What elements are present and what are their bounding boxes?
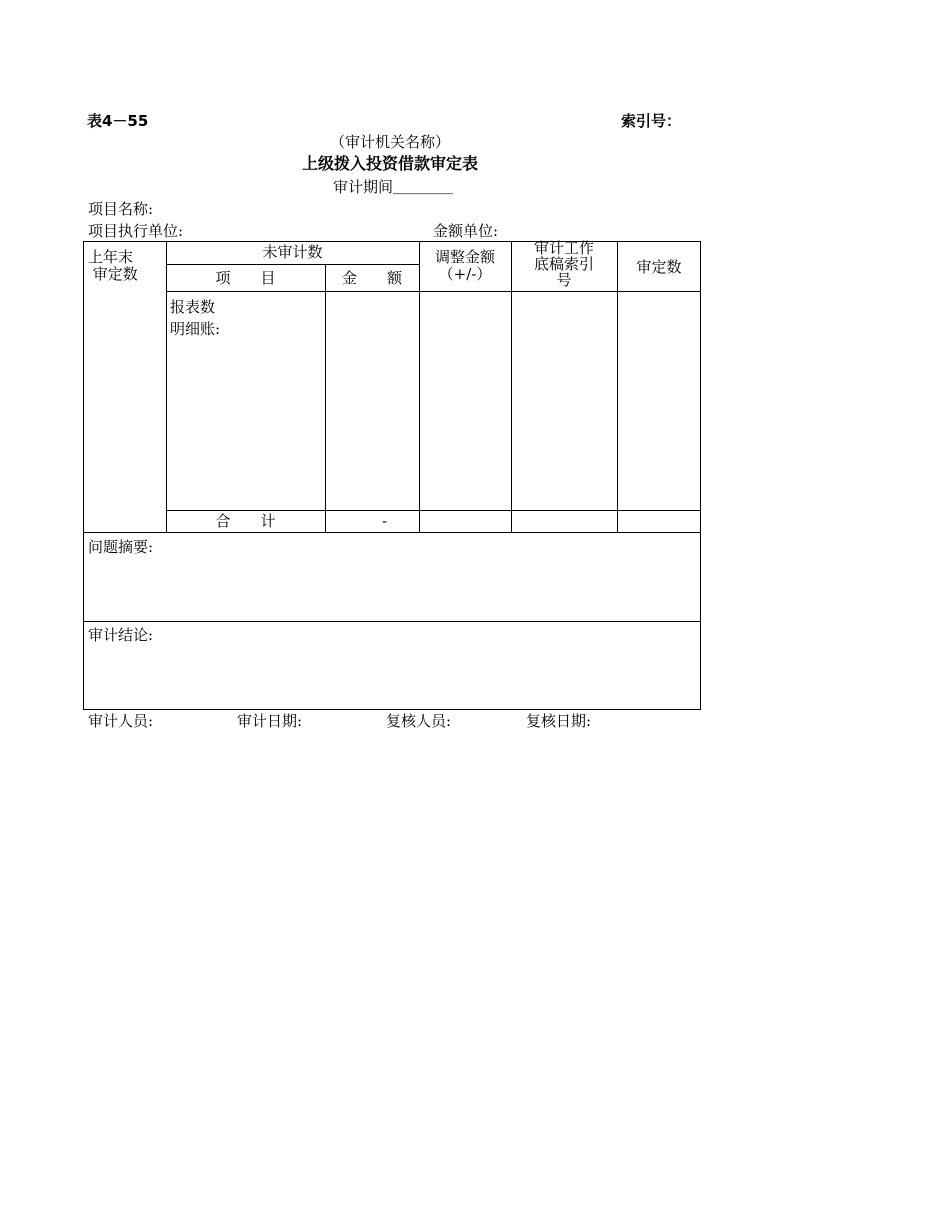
item-body-lines: 报表数 明细账:	[170, 298, 221, 338]
item-header: 项 目	[215, 269, 276, 287]
project-name-label: 项目名称:	[88, 200, 154, 218]
adjustment-header: 调整金额 （+/-）	[434, 248, 495, 283]
index-number-label: 索引号：	[621, 112, 682, 130]
audit-date-label: 审计日期:	[237, 712, 303, 730]
total-label: 合 计	[215, 512, 276, 530]
audit-conclusion-label: 审计结论:	[88, 626, 154, 644]
total-amount: -	[381, 512, 388, 530]
amount-unit-label: 金额单位:	[433, 222, 499, 240]
page-title: 上级拨入投资借款审定表	[301, 154, 478, 173]
amount-header: 金 额	[341, 269, 402, 287]
workpaper-ref-header: 审计工作 底稿索引 号	[533, 239, 594, 289]
auditor-label: 审计人员:	[88, 712, 154, 730]
audit-period: 审计期间＿＿＿＿	[333, 178, 454, 196]
table-number: 表4－55	[87, 112, 149, 130]
unaudited-header: 未审计数	[262, 243, 323, 261]
issues-summary-label: 问题摘要:	[88, 538, 154, 556]
org-name: （审计机关名称）	[329, 133, 450, 151]
reviewer-label: 复核人员:	[386, 712, 452, 730]
final-audited-header: 审定数	[636, 258, 682, 276]
review-date-label: 复核日期:	[526, 712, 592, 730]
prev-year-audited-header: 上年末 审定数	[88, 248, 138, 283]
execution-unit-label: 项目执行单位:	[88, 222, 184, 240]
